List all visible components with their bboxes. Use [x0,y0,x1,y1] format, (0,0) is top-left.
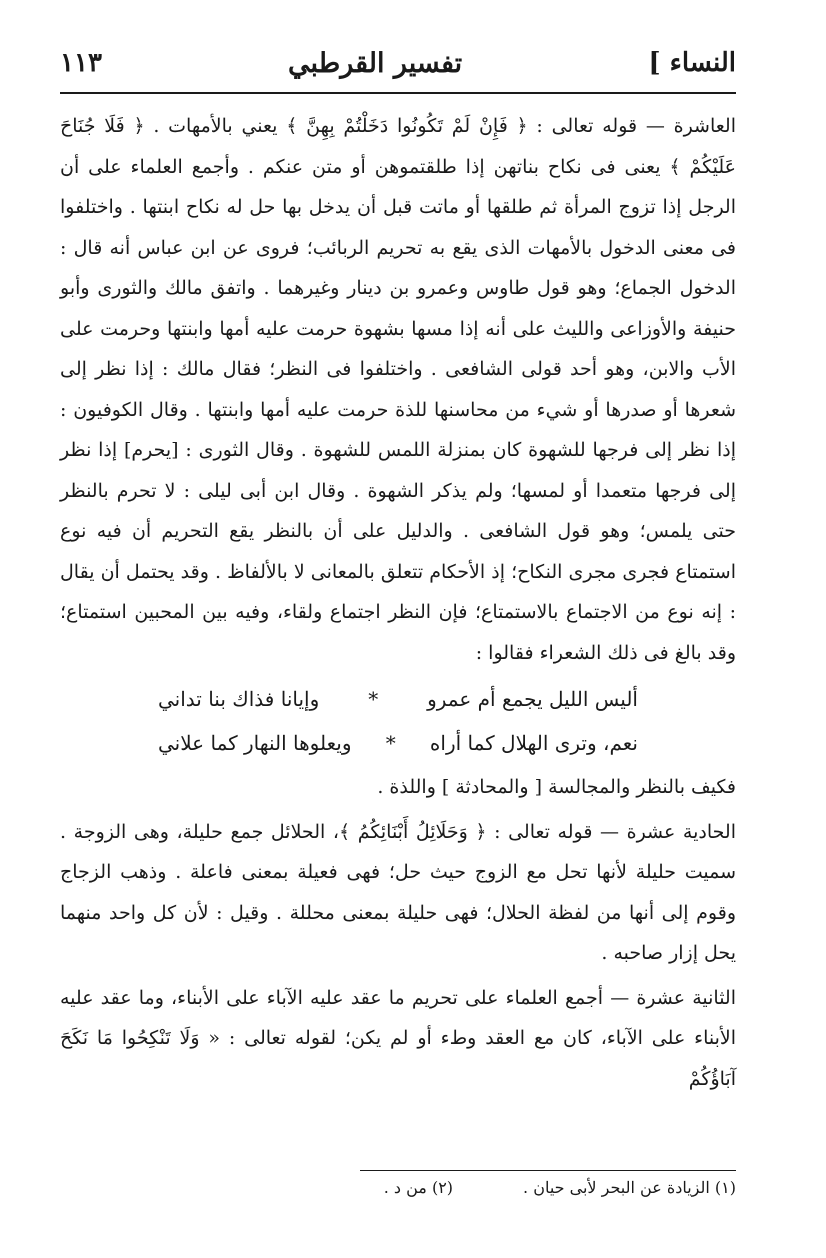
paragraph-twelfth: الثانية عشرة — أجمع العلماء على تحريم ما عقد عليه الآباء على الأبناء، وما عقد عليه الأبناء على الآباء، كان مع العقد وطء أو لم يكن؛ لقوله تعالى : « وَلَا تَنْكِحُوا مَا نَكَحَ آبَاؤُكُمْ [60,986,736,1090]
paragraph-tenth: العاشرة — قوله تعالى : ﴿ فَإِنْ لَمْ تَكُونُوا دَخَلْتُمْ بِهِنَّ ﴾ يعني بالأمهات . ﴿ فَلَا جُنَاحَ عَلَيْكُمْ ﴾ يعنى فى نكاح بناتهن إذا طلقتموهن أو متن عنكم . وأجمع العلماء على أن الرجل إذا تزوج المرأة ثم طلقها أو ماتت قبل أن يدخل بها حل له نكاح ابنتها . واختلفوا فى معنى الدخول بالأمهات الذى يقع به تحريم الربائب؛ فروى عن ابن عباس أنه قال : الدخول الجماع؛ وهو قول طاوس وعمرو بن دينار وغيرهما . واتفق مالك والثورى وأبو حنيفة والأوزاعى والليث على أنه إذا مسها بشهوة حرمت عليه أمها وابنتها وحرمت على الأب والابن، وهو أحد قولى الشافعى . واختلفوا فى النظر؛ فقال مالك : إذا نظر إلى شعرها أو صدرها أو شيء من محاسنها للذة حرمت عليه أمها وابنتها . وقال الكوفيون : إذا نظر إلى فرجها للشهوة كان بمنزلة اللمس للشهوة . وقال الثورى : [يحرم] إذا نظر إلى فرجها متعمدا أو لمسها؛ ولم يذكر الشهوة . وقال ابن أبى ليلى : لا تحرم بالنظر حتى يلمس؛ وهو قول الشافعى . والدليل على أن بالنظر يقع التحريم أن فيه نوع استمتاع فجرى مجرى النكاح؛ إذ الأحكام تتعلق بالمعانى لا بالألفاظ . وقد يحتمل أن يقال : إنه نوع من الاجتماع بالاستمتاع؛ فإن النظر اجتماع ولقاء، وفيه بين المحبين استمتاع؛ وقد بالغ فى ذلك الشعراء فقالوا : [60,115,736,664]
poetry-block [158,677,638,765]
section-name: النساء ] [648,48,736,78]
verse-hemistich: نعم، وترى الهلال كما أراه [429,731,638,755]
star-separator-icon: * [385,731,396,755]
header-rule [60,92,736,94]
verse-hemistich: وإيانا فذاك بنا تداني [158,687,320,711]
paragraph-after-verse: فكيف بالنظر والمجالسة [ والمحادثة ] واللذة . [377,776,736,798]
footnote-rule [360,1170,736,1171]
verse-line-1 [158,677,638,721]
footnote-1: (١) الزيادة عن البحر لأبى حيان . [523,1178,736,1197]
main-text [60,106,736,1099]
star-separator-icon: * [368,687,379,711]
book-title: تفسير القرطبي [288,47,463,79]
running-header [60,38,736,88]
verse-line-2 [158,721,638,765]
footnotes [60,1178,736,1197]
footnote-2: (٢) من د . [383,1178,454,1197]
verse-hemistich: أليس الليل يجمع أم عمرو [427,687,638,711]
page-number: ١١٣ [60,48,102,78]
paragraph-eleventh: الحادية عشرة — قوله تعالى : ﴿ وَحَلَائِلُ أَبْنَائِكُمُ ﴾، الحلائل جمع حليلة، وهى الزوجة . سميت حليلة لأنها تحل مع الزوج حيث حل؛ فهى فعيلة بمعنى فاعلة . وذهب الزجاج وقوم إلى أنها من لفظة الحلال؛ فهى حليلة بمعنى محللة . وقيل : لأن كل واحد منهما يحل إزار صاحبه . [60,820,736,964]
verse-hemistich: ويعلوها النهار كما علاني [158,731,352,755]
